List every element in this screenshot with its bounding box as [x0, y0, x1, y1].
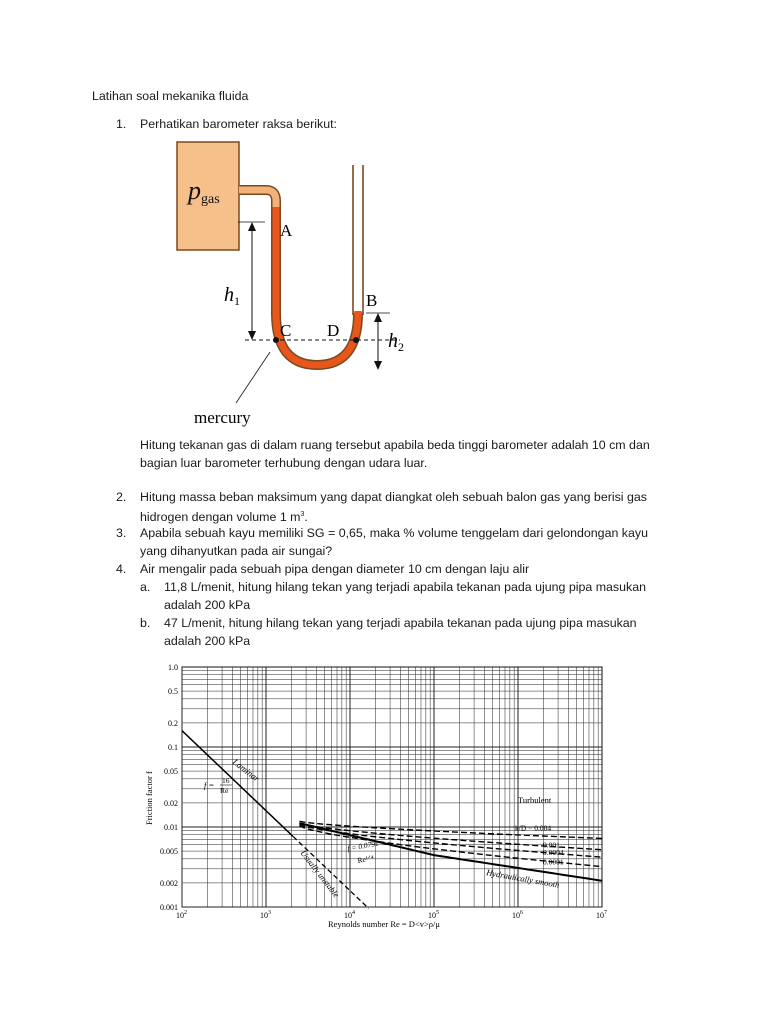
laminar-eq-num: 16	[222, 776, 230, 785]
barometer-diagram	[170, 135, 430, 435]
h2-label: $h_2$	[388, 330, 404, 354]
smooth-label: Hydraulically smooth	[485, 867, 561, 890]
question-4a-line2: adalah 200 kPa	[164, 598, 251, 612]
y-tick-label: 0.02	[164, 798, 178, 808]
unstable-label: Usually unstable	[298, 848, 342, 900]
h1-label: $h_1$	[224, 284, 240, 308]
x-tick-label: $10^3$	[260, 910, 271, 920]
question-1-text-line2: bagian luar barometer terhubung dengan udara luar.	[140, 456, 428, 470]
label-a: A	[280, 221, 293, 240]
y-tick-label: 0.1	[168, 743, 178, 752]
roughness-label: k/D = 0.004	[515, 823, 552, 833]
y-tick-label: 0.002	[160, 878, 178, 888]
roughness-label: 0.0004	[543, 848, 564, 858]
y-tick-label: 0.2	[168, 718, 178, 728]
roughness-label: 0.0001	[543, 857, 564, 867]
roughness-label: 0.001	[543, 840, 560, 850]
turbulent-label: Turbulent	[518, 795, 552, 805]
x-tick-label: $10^4$	[344, 910, 355, 920]
question-1-prompt: Perhatikan barometer raksa berikut:	[140, 117, 337, 131]
y-tick-label: 0.5	[168, 687, 178, 697]
question-4a-label: a.	[140, 580, 151, 594]
document-title: Latihan soal mekanika fluida	[92, 89, 249, 103]
x-tick-label: $10^7$	[596, 910, 607, 920]
y-tick-label: 0.01	[164, 823, 178, 832]
question-2-line2: hidrogen dengan volume 1 $m^3$.	[140, 510, 308, 525]
x-tick-label: $10^5$	[428, 910, 439, 920]
x-tick-label: $10^2$	[176, 910, 187, 920]
blasius-den: Re¹ᐟ⁴	[356, 853, 375, 865]
question-2-number: 2.	[116, 490, 127, 504]
moody-y-ticks	[160, 663, 178, 912]
question-3-line1: Apabila sebuah kayu memiliki SG = 0,65, maka % volume tenggelam dari gelondongan kayu	[140, 526, 648, 540]
question-4-number: 4.	[116, 562, 127, 576]
moody-roughness-labels	[515, 823, 564, 866]
label-b: B	[366, 291, 378, 310]
question-4b-line1: 47 L/menit, hitung hilang tekan yang terjadi apabila tekanan pada ujung pipa masukan	[164, 616, 637, 630]
y-tick-label: 0.05	[164, 767, 178, 777]
question-3-line2: yang dihanyutkan pada air sungai?	[140, 544, 333, 558]
question-4b-line2: adalah 200 kPa	[164, 634, 251, 648]
question-4a-line1: 11,8 L/menit, hitung hilang tekan yang terjadi apabila tekanan pada ujung pipa masukan	[164, 580, 646, 594]
p-gas-label: pgas	[188, 176, 220, 207]
question-1-text-line1: Hitung tekanan gas di dalam ruang tersebut apabila beda tinggi barometer adalah 10 cm dan	[140, 438, 650, 452]
question-4-line1: Air mengalir pada sebuah pipa dengan diameter 10 cm dengan laju alir	[140, 562, 530, 576]
laminar-label: Laminar	[230, 756, 262, 784]
laminar-eq-den: Re	[220, 786, 229, 795]
moody-xlabel: Reynolds number Re = D<v>ρ/μ	[328, 919, 440, 929]
blasius-num: f = 0.0791	[346, 838, 380, 853]
y-tick-label: 0.005	[160, 847, 178, 857]
x-tick-label: $10^6$	[512, 910, 523, 920]
question-3-number: 3.	[116, 526, 127, 540]
moody-chart	[140, 655, 620, 940]
question-1-number: 1.	[116, 117, 127, 131]
label-c: C	[280, 321, 292, 340]
label-d: D	[327, 321, 340, 340]
question-2-line1: Hitung massa beban maksimum yang dapat diangkat oleh sebuah balon gas yang berisi gas	[140, 490, 647, 504]
y-tick-label: 1.0	[168, 663, 178, 672]
moody-ylabel: Friction factor f	[144, 771, 154, 825]
mercury-label: mercury	[194, 408, 251, 427]
y-tick-label: 0.001	[160, 903, 178, 912]
laminar-eq-f: f =	[204, 780, 215, 790]
question-4b-label: b.	[140, 616, 151, 630]
